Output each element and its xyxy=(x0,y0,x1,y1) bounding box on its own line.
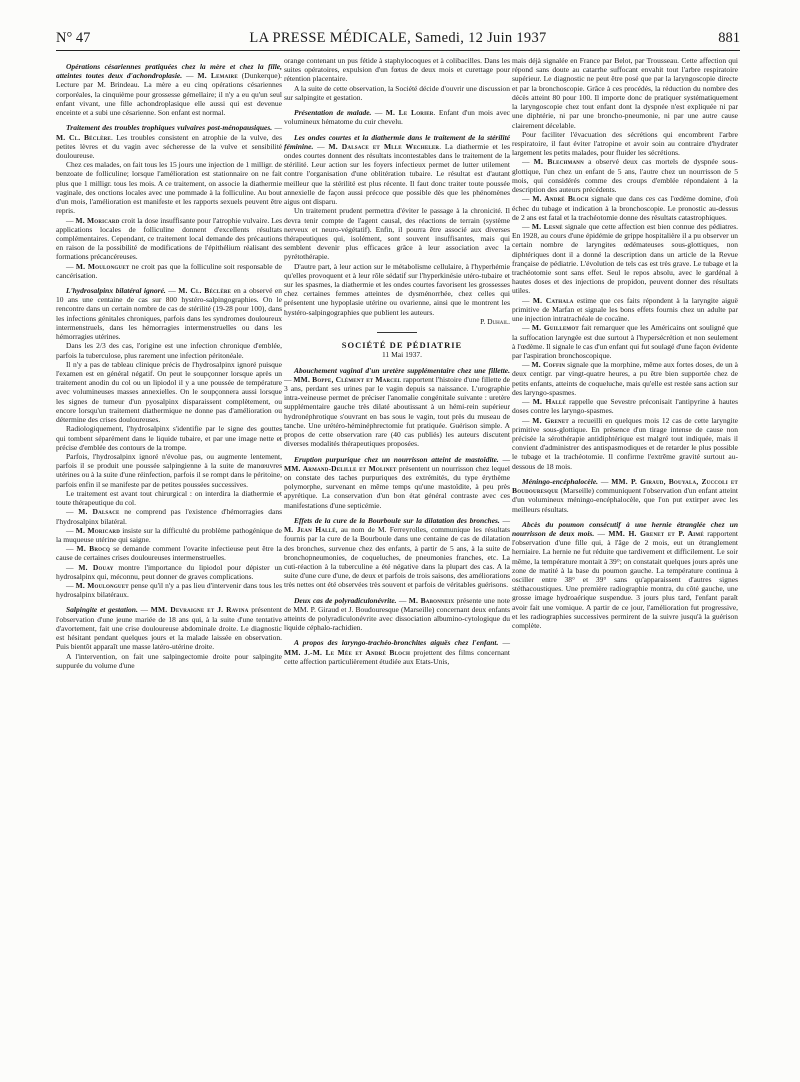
paragraph-text: Pour faciliter l'évacuation des sécrétions qui encombrent l'arbre respiratoire, il faut éviter l'atropine et avoir soin au contraire d'hydrater largement les petits malades, pour fluider les sécrétions. xyxy=(512,129,738,158)
report-title: Les ondes courtes et la diathermie dans le traitement de la stérilité féminine. xyxy=(284,132,510,151)
paragraph-text: estime que ces faits répondent à la laryngite aiguë primitive de Marfan et signale les bons effets fournis chez un adulte par une injection intratrachéale de cocaïne. xyxy=(512,295,738,324)
paragraph: Traitement des troubles trophiques vulvaires post-ménopausiques. — M. Cl. Béclère. Les troubles consistent en atrophie de la vulve, des petites lèvres et du vagin avec sécheresse de la vulve et sensibilité douloureuse. xyxy=(56,123,282,160)
paragraph: — M. Blechmann a observé deux cas mortels de dyspnée sous-glottique, l'un chez un enfant de 5 ans, l'autre chez un nourrisson de 5 mois, qui considérés comme des croups d'emblée répondaient à la description des auteurs précédents. xyxy=(512,157,739,195)
paragraph: Salpingite et gestation. — MM. Devraigne et J. Ravina présentent l'observation d'une jeune mariée de 18 ans qui, à la suite d'une tentative d'avortement, fait une crise douloureuse abdominale droite. Le diagnostic est hésitant pendant quelques jours et la malade laissée en observation. Puis bientôt apparaît une masse latéro-utérine droite. xyxy=(56,605,283,652)
paragraph: Eruption purpurique chez un nourrisson atteint de mastoïdite. — MM. Armand-Delille et Molinet présentent un nourrisson chez lequel on constate des taches purpuriques des extrémités, du type érythème polymorphe, survenant en même temps qu'une mastoïdite, à peu près apyrétique. La conservation d'un bon état général contraste avec ces manifestations d'une septicémie. xyxy=(284,454,510,510)
paragraph-text: pense qu'il n'y a pas lieu d'intervenir dans tous les hydrosalpinx bilatéraux. xyxy=(56,581,283,600)
author-name: M. Blechmann xyxy=(533,157,584,167)
paragraph-text: rapportent l'histoire d'une fillette de 3 ans, perdant ses urines par le vagin depuis sa naissance. L'urographie intra-veineuse permet de préciser l'anomalie congénitale suivante : uretère supplémentaire gauche très dilaté aboutissant à un hémi-rein supérieur hydronéphrotique s'ouvrant en bas sous le vagin, tout près du museau de tanche. Une urétéro-héminéphrectomie fut pratiquée. Guérison simple. A propos de cette observation rare (40 cas publiés) les auteurs discutent diverses modalités thérapeutiques proposées. xyxy=(284,374,511,449)
author-name: M. Lemaire xyxy=(197,71,238,81)
author-name: MM. H. Grenet et P. Aimé xyxy=(608,528,704,538)
author-name: M. Moricard xyxy=(75,525,121,535)
paragraph-text: signale que dans ces cas l'œdème domine, d'où échec du tubage et indication à la bronchoscopie. Le pronostic au-dessus de 2 ans est fatal et la trachéotomie donne des résultats catastrophiques. xyxy=(512,194,738,222)
paragraph xyxy=(512,130,738,158)
author-name: M. Moricard xyxy=(75,215,120,225)
paragraph xyxy=(56,341,282,359)
paragraph-text: fait remarquer que les Américains ont souligné que la suffocation laryngée est due surtout à l'hypersécrétion et non seulement à l'œdème. Il signale le cas d'un enfant qui fut soulagé d'une façon évidente par l'aspiration bronchoscopique. xyxy=(512,323,738,360)
paragraph-text: Chez ces malades, on fait tous les 15 jours une injection de 1 milligr. de benzoate de folliculine; lorsque l'amélioration est stationnaire on ne fait plus que 1 milligr. tous les mois. A ce traitement, on associe la diathermie vaginale, des onctions locales avec une pommade à la folliculine. Au bout d'un mois, l'amélioration est manifeste et les rapports sexuels peuvent être repris. xyxy=(56,160,282,216)
paragraph-text: a recueilli en quelques mois 12 cas de cette laryngite primitive sous-glottique. En présence d'un tirage intense de cause non précisée la sérothérapie antidiphtérique est malgré tout indiquée, mais il convient d'administrer des antispasmodiques et de retarder le plus possible le tubage et la trachéotomie. Il confirme l'extrême gravité surtout au-dessous de 18 mois. xyxy=(512,415,738,471)
paragraph-text: Il n'y a pas de tableau clinique précis de l'hydrosalpinx ignoré puisque l'examen est en général négatif. On peut le soupçonner lorsque après un traitement anodin du col ou un lipiodol il y a une poussée de température avec volumineuses masses annexielles. On le soupçonnera aussi lorsque les signes de tumeur d'un pyosalpinx disparaissent complètement, ou encore lorsqu'un traitement diathermique ne donne pas d'amélioration ou détermine des crises douloureuses. xyxy=(56,359,282,425)
paragraph-text: , au nom de M. Ferreyrolles, communique les résultats fournis par la cure de la Bourboule dans une centaine de cas de dilatation des bronches, survenue chez des enfants, à partir de 5 ans, à la suite de bronchopneumonies, de coqueluches, de pneumonies franches, etc. La cuti-réaction à la tuberculine a été négative dans la plupart des cas. A la suite d'une cure d'une, de deux et parfois de trois saisons, des améliorations très nettes ont été observées très souvent et parfois de véritables guérisons. xyxy=(284,525,510,590)
column-3 xyxy=(512,56,738,630)
paragraph: — M. Coffin signale que la morphine, même aux fortes doses, de un à deux centigr. par vingt-quatre heures, a pu être bien supportée chez de petits enfants, atteints de coqueluche, mais qu'elle est restée sans action sur des laryngo-spasmes. xyxy=(512,360,738,397)
paragraph: — M. Hallé rappelle que Sevestre préconisait l'antipyrine à hautes doses contre les laryngo-spasmes. xyxy=(512,397,739,416)
report-title: Présentation de malade. xyxy=(294,108,372,118)
author-name: M. Cl. Béclère xyxy=(56,132,111,142)
paragraph-text: (Marseille) communiquent l'observation d'un enfant atteint d'un volumineux méningo-encéphalocèle, que l'on put extirper avec les meilleurs résultats. xyxy=(512,486,738,514)
author-name: M. Guillemot xyxy=(531,323,579,333)
paragraph: — M. Moulonguet pense qu'il n'y a pas lieu d'intervenir dans tous les hydrosalpinx bilatéraux. xyxy=(56,581,283,600)
paragraph-text: ne croit pas que la folliculine soit responsable de cancérisation. xyxy=(56,261,283,280)
paragraph: — M. André Bloch signale que dans ces cas l'œdème domine, d'où échec du tubage et indication à la bronchoscopie. Le pronostic au-dessus de 2 ans est fatal et la trachéotomie donne des résultats catastrophiques. xyxy=(512,194,738,222)
paragraph-text: A l'intervention, on fait une salpingectomie droite pour salpingite suppurée du volume d'une xyxy=(56,651,282,670)
paragraph: Effets de la cure de la Bourboule sur la dilatation des bronches. — M. Jean Hallé, au nom de M. Ferreyrolles, communique les résultats fournis par la cure de la Bourboule dans une centaine de cas de dilatation des bronches, survenue chez des enfants, à partir de 5 ans, à la suite de bronchopneumonies, de coqueluches, de pneumonies franches, etc. La cuti-réaction à la tuberculine a été négative dans la plupart des cas. A la suite d'une cure d'une, de deux et parfois de trois saisons, des améliorations très nettes ont été observées très souvent et parfois de véritables guérisons. xyxy=(284,515,510,590)
paragraph-text: . Les troubles consistent en atrophie de la vulve, des petites lèvres et du vagin avec sécheresse de la vulve et sensibilité douloureuse. xyxy=(56,132,282,160)
paragraph xyxy=(56,360,282,425)
paragraph: — M. Moulonguet ne croit pas que la folliculine soit responsable de cancérisation. xyxy=(56,261,283,280)
paragraph: — M. Dalsace ne comprend pas l'existence d'hémorragies dans l'hydrosalpinx bilatéral. xyxy=(56,507,283,526)
author-name: M. Dalsace et Mlle Wecheler xyxy=(328,141,440,151)
paragraph-text: D'autre part, à leur action sur le métabolisme cellulaire, à l'hyperhémie qu'elles provoquent et à leur rôle sédatif sur l'hyperkinésie utéro-tubaire et sur les spasmes, la diathermie et les ondes courtes favorisent les grossesses chez certaines femmes atteintes de dysménorrhée, chez celles qui présentent une hypoplasie utérine ou ovarienne, ainsi que le montrent les hystéro-salpingographies que publient les auteurs. xyxy=(284,261,510,317)
journal-title: LA PRESSE MÉDICALE, Samedi, 12 Juin 1937 xyxy=(249,30,547,46)
paragraph-text: signale que cette affection est bien connue des pédiatres. En 1928, au cours d'une épidémie de grippe hospitalière il a pu observer un certain nombre de laryngites œdémateuses sous-glottiques, non diphtériques dont il a donné la description dans un article de la Revue française de pédiatrie. L'évolution de tels cas est très grave. Le tubage et la trachéotomie sont sans effet. Seul le repos absolu, avec le gardénal à hautes doses et des injections de propidon, peuvent donner des résultats utiles. xyxy=(512,221,739,296)
author-name: M. André Bloch xyxy=(532,194,589,204)
separator xyxy=(377,332,417,333)
paragraph-text: orange contenant un pus fétide à staphylocoques et à colibacilles. Dans les suites opératoires, expulsion d'un fœtus de deux mois et curettage pour rétention placentaire. xyxy=(284,56,510,84)
paragraph xyxy=(284,56,510,84)
paragraph-text: insiste sur la difficulté du problème pathogénique de la muqueuse utérine qui saigne. xyxy=(56,525,283,544)
paragraph: Méningo-encéphalocèle. — MM. P. Giraud, Bouyala, Zuccoli et Boudouresque (Marseille) communiquent l'observation d'un enfant atteint d'un volumineux méningo-encéphalocèle, que l'on put extirper avec les meilleurs résultats. xyxy=(512,476,738,514)
author-name: M. Moulonguet xyxy=(75,261,130,271)
paragraph: — M. Moricard insiste sur la difficulté du problème pathogénique de la muqueuse utérine qui saigne. xyxy=(56,525,283,544)
paragraph: — M. Lesné signale que cette affection est bien connue des pédiatres. En 1928, au cours d'une épidémie de grippe hospitalière il a pu observer un certain nombre de laryngites œdémateuses sous-glottiques, non diphtériques dont il a donné la description dans un article de la Revue française de pédiatrie. L'évolution de tels cas est très grave. Le tubage et la trachéotomie sont sans effet. Seul le repos absolu, avec le gardénal à hautes doses et des injections de propidon, peuvent donner des résultats utiles. xyxy=(512,221,739,296)
paragraph xyxy=(56,489,282,507)
signature: P. Duhail. xyxy=(480,316,510,326)
author-name: MM. Devraigne et J. Ravina xyxy=(150,605,249,615)
report-title: Traitement des troubles trophiques vulvaires post-ménopausiques. xyxy=(66,123,273,133)
author-name: M. Dalsace xyxy=(78,507,120,517)
paragraph: Abcès du poumon consécutif à une hernie étranglée chez un nourrisson de deux mois. — MM. H. Grenet et P. Aimé rapportent l'observation d'une fille qui, à l'âge de 2 mois, eut un étranglement herniaire. La hernie ne fut réduite que tardivement et difficilement. Le soir même, la température montait à 39°; on constatait quelques jours après une zone de matité à la base du poumon gauche. La température continua à osciller entre 38° et 39° sans qu'apparaissent d'autres signes stéthacoustiques. Une première radiographie montra, du côté gauche, une grosse image hydroaérique suspendue. 3 jours plus tard, l'enfant paraît avoir fait une vomique. A partir de ce jour, l'amélioration fut progressive, et les radiographies successives permirent de la suivre jusqu'à la guérison complète. xyxy=(512,519,739,631)
page-number: 881 xyxy=(718,30,740,46)
paragraph: Présentation de malade. — M. Le Lorier. Enfant d'un mois avec volumineux hématome du cuir chevelu. xyxy=(284,108,510,127)
report-title: A propos des laryngo-trachéo-bronchites aiguës chez l'enfant. xyxy=(294,638,499,648)
paragraph-text: projettent des films concernant cette affection particulièrement étudiée aux Etats-Unis, xyxy=(284,647,510,666)
header-rule xyxy=(56,50,740,51)
paragraph xyxy=(56,424,282,452)
section-date: 11 Mai 1937. xyxy=(382,350,422,360)
section-title: SOCIÉTÉ DE PÉDIATRIE xyxy=(341,340,463,351)
paragraph-text: Dans les 2/3 des cas, l'origine est une infection chronique d'emblée, parfois la tuberculose, plus rarement une infection péritonéale. xyxy=(56,341,282,360)
report-title: Effets de la cure de la Bourboule sur la dilatation des bronches. xyxy=(294,515,500,525)
author-name: M. Grenet xyxy=(532,415,569,425)
paragraph-text: présentent un nourrisson chez lequel on constate des taches purpuriques des extrémités, du type érythème polymorphe, survenant en même temps qu'une mastoïdite, à peu près apyrétique. La conservation d'un bon état général contraste avec ces manifestations d'une septicémie. xyxy=(284,463,510,510)
paragraph: Opérations césariennes pratiquées chez la mère et chez la fille, atteintes toutes deux d'achondroplasie. — M. Lemaire (Dunkerque). Lecture par M. Brindeau. La mère a eu cinq opérations césariennes corporéales, la cinquième pour grossesse gémellaire; il n'y a eu qu'un seul enfant vivant, une fille achondroplasique elle aussi qui est devenue enceinte et a subi une césarienne. Son enfant est normal. xyxy=(56,62,282,118)
paragraph-text: croit la dose insuffisante pour l'atrophie vulvaire. Les applications locales de folliculine donnent d'excellents résultats complémentaires. Cependant, ce traitement local demande des précautions en raison de la possibilité de modifications de l'épithélium réalisant des formations précancéreuses. xyxy=(56,215,283,262)
page-header xyxy=(56,30,740,48)
paragraph-text: Parfois, l'hydrosalpinx ignoré n'évolue pas, ou augmente lentement, parfois il se produit une poussée salpingienne à la suite de manœuvres utérines ou à la suite d'une réinfection, parfois il se rompt dans le péritoine, parfois enfin il se manifeste par de petites poussées successives. xyxy=(56,451,282,489)
paragraph-text: A la suite de cette observation, la Société décide d'ouvrir une discussion sur salpingite et gestation. xyxy=(284,83,510,102)
paragraph xyxy=(284,206,510,261)
paragraph-text: Radiologiquement, l'hydrosalpinx s'identifie par le signe des gouttes qui tombent séparément dans le liquide tubaire, et par une image nette et précise d'emblée des contours de la trompe. xyxy=(56,424,282,452)
paragraph: — M. Douay montre l'importance du lipiodol pour dépister un hydrosalpinx qui, méconnu, peut donner de graves complications. xyxy=(56,562,282,581)
author-name: MM. J.-M. Le Mée et André Bloch xyxy=(284,647,411,657)
author-name: M. Babonneix xyxy=(408,595,455,605)
paragraph: Abouchement vaginal d'un uretère supplémentaire chez une fillette. — MM. Boppe, Clément et Marcel rapportent l'histoire d'une fillette de 3 ans, perdant ses urines par le vagin depuis sa naissance. L'urographie intra-veineuse permet de préciser l'anomalie congénitale suivante : uretère supplémentaire gauche très dilaté aboutissant à un hémi-rein supérieur hydronéphrotique s'ouvrant en bas sous le vagin, tout près du museau de tanche. Une urétéro-héminéphrectomie fut pratiquée. Guérison simple. A propos de cette observation rare (40 cas publiés) les auteurs discutent diverses modalités thérapeutiques proposées. xyxy=(284,365,511,449)
paragraph: — M. Cathala estime que ces faits répondent à la laryngite aiguë primitive de Marfan et signale les bons effets fournis chez un adulte par une injection intratrachéale de cocaïne. xyxy=(512,295,738,324)
paragraph-text: montre l'importance du lipiodol pour dépister un hydrosalpinx qui, méconnu, peut donner de graves complications. xyxy=(56,562,282,581)
issue-number: N° 47 xyxy=(56,30,91,46)
report-title: Opérations césariennes pratiquées chez la mère et chez la fille, atteintes toutes deux d'achondroplasie. xyxy=(56,62,282,81)
paragraph: Les ondes courtes et la diathermie dans le traitement de la stérilité féminine. — M. Dalsace et Mlle Wecheler. La diathermie et les ondes courtes donnent des résultats incontestables dans le traitement de la stérilité. Leur action sur les foyers infectieux permet de lutter utilement contre l'organisation d'une oblitération tubaire. Le résultat est d'autant meilleur que la stérilité est plus récente. Il faut donc traiter toute poussée annexielle de façon aussi précoce que possible dès que les phénomènes aigus ont disparu. xyxy=(284,132,510,207)
report-title: L'hydrosalpinx bilatéral ignoré. xyxy=(66,286,166,296)
report-title: Eruption purpurique chez un nourrisson atteint de mastoïdite. xyxy=(294,454,499,464)
author-name: MM. Armand-Delille et Molinet xyxy=(284,463,397,473)
author-name: M. Hallé xyxy=(532,397,566,407)
paragraph xyxy=(56,160,282,215)
paragraph xyxy=(56,652,282,670)
paragraph: Deux cas de polyradiculonévrite. — M. Babonneix présente une note de MM. P. Giraud et J. Boudouresque (Marseille) concernant deux enfants atteints de polyradiculonévrite avec dissociation albumino-cytologique du liquide céphalo-rachidien. xyxy=(284,595,510,633)
paragraph-text: . La diathermie et les ondes courtes donnent des résultats incontestables dans le traitement de la stérilité. Leur action sur les foyers infectieux permet de lutter utilement contre l'organisation d'une oblitération tubaire. Le résultat est d'autant meilleur que la stérilité est plus récente. Il faut donc traiter toute poussée annexielle de façon aussi précoce que possible dès que les phénomènes aigus ont disparu. xyxy=(284,141,510,207)
report-title: Abouchement vaginal d'un uretère supplémentaire chez une fillette. xyxy=(294,365,510,375)
author-name: M. Coffin xyxy=(531,360,566,370)
author-name: M. Cl. Béclère xyxy=(178,286,232,296)
author-name: M. Lesné xyxy=(531,221,563,231)
paragraph-text: en a observé en 10 ans une centaine de cas sur 800 hystéro-salpingographies. On le rencontre dans un certain nombre de cas de stérilité (19-28 pour 100), dans les infections génitales chroniques, parfois dans les syndromes douloureux intermenstruels, dans les hémorragies intermenstruelles ou dans les hémorragies utérines. xyxy=(56,286,282,342)
author-name: M. Brocq xyxy=(76,544,111,554)
author-name: M. Moulonguet xyxy=(75,581,129,591)
paragraph: A propos des laryngo-trachéo-bronchites aiguës chez l'enfant. — MM. J.-M. Le Mée et André Bloch projettent des films concernant cette affection particulièrement étudiée aux Etats-Unis, xyxy=(284,638,511,666)
author-name: MM. Boppe, Clément et Marcel xyxy=(293,374,402,384)
paragraph-text: (Dunkerque). Lecture par M. Brindeau. La mère a eu cinq opérations césariennes corporéales, la cinquième pour grossesse gémellaire; il n'y a eu qu'un seul enfant vivant, une fille achondroplasique elle aussi qui est devenue enceinte et a subi une césarienne. Son enfant est normal. xyxy=(56,71,282,118)
author-name: M. Jean Hallé xyxy=(284,525,336,535)
report-title: Salpingite et gestation. xyxy=(66,605,138,615)
paragraph xyxy=(512,56,738,130)
report-title: Méningo-encéphalocèle. xyxy=(522,476,599,486)
author-name: M. Cathala xyxy=(532,295,574,305)
column-2 xyxy=(284,56,510,666)
author-name: M. Douay xyxy=(78,562,114,572)
paragraph xyxy=(284,262,510,317)
paragraph: L'hydrosalpinx bilatéral ignoré. — M. Cl. Béclère en a observé en 10 ans une centaine de cas sur 800 hystéro-salpingographies. On le rencontre dans un certain nombre de cas de stérilité (19-28 pour 100), dans les infections génitales chroniques, parfois dans les syndromes douloureux intermenstruels, dans les hémorragies intermenstruelles ou dans les hémorragies utérines. xyxy=(56,286,282,342)
paragraph-text: présentent l'observation d'une jeune mariée de 18 ans qui, à la suite d'une tentative d'avortement, fait une crise douloureuse abdominale droite. Le diagnostic est hésitant pendant quelques jours et la malade laissée en observation. Puis bientôt apparaît une masse latéro-utérine droite. xyxy=(56,605,283,652)
paragraph-text: . Enfant d'un mois avec volumineux hématome du cuir chevelu. xyxy=(284,108,510,127)
paragraph-text: présente une note de MM. P. Giraud et J. Boudouresque (Marseille) concernant deux enfants atteints de polyradiculonévrite avec dissociation albumino-cytologique du liquide céphalo-rachidien. xyxy=(284,595,510,633)
author-name: MM. P. Giraud, Bouyala, Zuccoli et Boudouresque xyxy=(512,476,738,496)
paragraph-text: signale que la morphine, même aux fortes doses, de un à deux centigr. par vingt-quatre heures, a pu être bien supportée chez de petits enfants, atteints de coqueluche, mais qu'elle est restée sans action sur des laryngo-spasmes. xyxy=(512,360,738,397)
paragraph-text: rappelle que Sevestre préconisait l'antipyrine à hautes doses contre les laryngo-spasmes. xyxy=(512,397,739,416)
paragraph: — M. Moricard croit la dose insuffisante pour l'atrophie vulvaire. Les applications locales de folliculine donnent d'excellents résultats complémentaires. Cependant, ce traitement local demande des précautions en raison de la possibilité de modifications de l'épithélium réalisant des formations précancéreuses. xyxy=(56,215,283,262)
paragraph-text: mais déjà signalée en France par Belot, par Trousseau. Cette affection qui répond sans doute au catarrhe suffocant envahit tout l'arbre respiratoire supérieur. Le diagnostic ne peut être posé que par la laryngoscopie directe et par la bronchoscopie. Grâce à ces procédés, la réduction du nombre des décès atteint 80 pour 100. Il importe donc de pratiquer systématiquement la laryngoscopie chez tout enfant dont la dyspnée n'est expliquée ni par une diphtérie, ni par une broncho-pneumonie, ni par une autre cause clairement décelable. xyxy=(512,56,738,130)
paragraph-text: ne comprend pas l'existence d'hémorragies dans l'hydrosalpinx bilatéral. xyxy=(56,507,283,526)
paragraph: — M. Guillemot fait remarquer que les Américains ont souligné que la suffocation laryngée est due surtout à l'hypersécrétion et non seulement à l'œdème. Il signale le cas d'un enfant qui fut soulagé d'une façon évidente par l'aspiration bronchoscopique. xyxy=(512,323,738,360)
gynecology-continued xyxy=(284,56,510,317)
column-1 xyxy=(56,56,282,670)
pediatrics-reports xyxy=(284,366,510,667)
author-name: M. Le Lorier xyxy=(385,108,434,118)
paragraph-text: rapportent l'observation d'une fille qui, à l'âge de 2 mois, eut un étranglement herniaire. La hernie ne fut réduite que tardivement et difficilement. Le soir même, la température montait à 39°; on constatait quelques jours après une zone de matité à la base du poumon gauche. La température continua à osciller entre 38° et 39° sans qu'apparaissent d'autres signes stéthacoustiques. Une première radiographie montra, du côté gauche, une grosse image hydroaérique suspendue. 3 jours plus tard, l'enfant paraît avoir fait une vomique. A partir de ce jour, l'amélioration fut progressive, et les radiographies successives permirent de la suivre jusqu'à la guérison complète. xyxy=(512,528,739,631)
paragraph-text: se demande comment l'ovarite infectieuse peut être la cause de certaines crises douloureuses intermenstruelles. xyxy=(56,544,283,563)
paragraph xyxy=(284,84,510,102)
paragraph: — M. Brocq se demande comment l'ovarite infectieuse peut être la cause de certaines crises douloureuses intermenstruelles. xyxy=(56,544,283,563)
paragraph-text: Un traitement prudent permettra d'éviter le passage à la chronicité. Il devra tenir compte de l'agent causal, des réactions de terrain (système nerveux et neuro-végétatif). Enfin, il pourra être associé aux diverses thérapeutiques qui, isolément, sont souvent insuffisantes, mais qui semblent devenir plus efficaces grâce à leur association avec la pyrétothérapie. xyxy=(284,206,510,262)
report-title: Abcès du poumon consécutif à une hernie étranglée chez un nourrisson de deux mois. xyxy=(512,519,738,538)
paragraph: — M. Grenet a recueilli en quelques mois 12 cas de cette laryngite primitive sous-glottique. En présence d'un tirage intense de cause non précisée la sérothérapie antidiphtérique est malgré tout indiquée, mais il convient d'administrer des antispasmodiques et de retarder le plus possible le tubage et la trachéotomie. Il confirme l'extrême gravité surtout au-dessous de 18 mois. xyxy=(512,415,738,471)
paragraph-text: a observé deux cas mortels de dyspnée sous-glottique, l'un chez un enfant de 5 ans, l'autre chez un nourrisson de 5 mois, qui considérés comme des croups d'emblée répondaient à la description des auteurs précédents. xyxy=(512,157,739,195)
paragraph-text: Le traitement est avant tout chirurgical : on interdira la diathermie et toute thérapeutique du col. xyxy=(56,488,282,508)
report-title: Deux cas de polyradiculonévrite. xyxy=(294,595,397,605)
paragraph xyxy=(56,452,282,489)
